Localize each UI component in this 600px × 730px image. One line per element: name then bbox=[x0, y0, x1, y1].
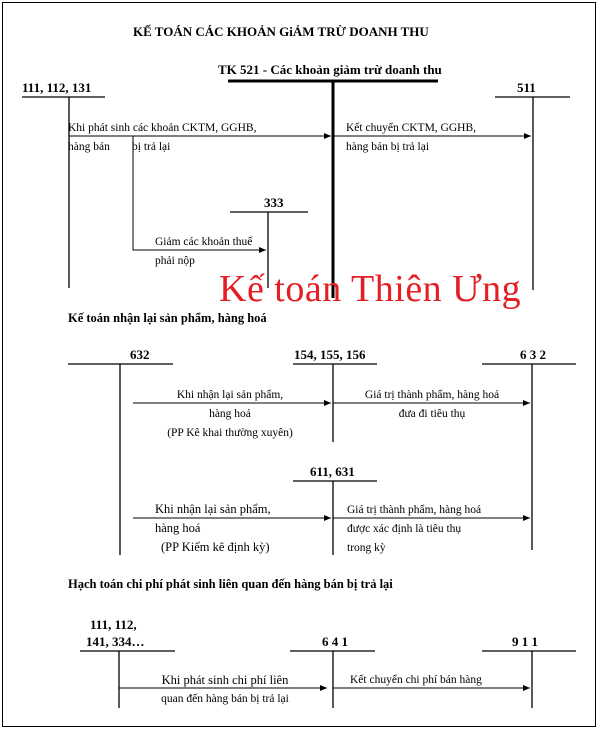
account-511-label: 511 bbox=[517, 80, 536, 95]
s2-arrow2-line1: Giá trị thành phẩm, hàng hoá bbox=[364, 389, 500, 401]
s2-arrow1-line3: (PP Kê khai thường xuyên) bbox=[167, 427, 293, 439]
account-333-label: 333 bbox=[264, 195, 284, 210]
s2-arrow3-line3: (PP Kiểm kê định kỳ) bbox=[161, 540, 270, 554]
account-154-label: 154, 155, 156 bbox=[294, 347, 366, 362]
s2-arrow3-line1: Khi nhận lại sản phẩm, bbox=[155, 502, 271, 516]
arrow1-label-line2b: bị trả lại bbox=[132, 141, 171, 153]
s3-arrow2-line1: Kết chuyển chi phí bán hàng bbox=[350, 674, 482, 686]
watermark-text: Kế toán Thiên Ưng bbox=[219, 268, 522, 310]
s3-arrow1-line2: quan đến hàng bán bị trả lại bbox=[161, 693, 289, 705]
s2-arrow4-line3: trong kỳ bbox=[347, 542, 386, 554]
account-641-label: 6 4 1 bbox=[322, 634, 348, 649]
account-111-label: 111, 112, 131 bbox=[22, 80, 92, 95]
s2-arrow3-line2: hàng hoá bbox=[155, 521, 201, 535]
section3-heading: Hạch toán chi phí phát sinh liên quan đến hàng bán bị trả lại bbox=[68, 577, 393, 591]
section2-heading: Kế toán nhận lại sản phẩm, hàng hoá bbox=[68, 311, 267, 325]
s2-arrow4-line2: được xác định là tiêu thụ bbox=[347, 523, 462, 535]
arrow3-label-line1: Giảm các khoản thuế bbox=[155, 236, 253, 248]
account-111-s3-line1: 111, 112, bbox=[90, 617, 137, 632]
account-632-right-label: 6 3 2 bbox=[520, 347, 546, 362]
arrow2-label-line2: hàng bán bị trả lại bbox=[346, 141, 430, 153]
account-632-left-label: 632 bbox=[130, 347, 150, 362]
s2-arrow4-line1: Giá trị thành phẩm, hàng hoá bbox=[347, 504, 482, 516]
account-111-s3-line2: 141, 334… bbox=[86, 634, 145, 649]
s2-arrow1-line1: Khi nhận lại sản phẩm, bbox=[176, 389, 284, 401]
account-911-label: 9 1 1 bbox=[512, 634, 538, 649]
page-title: KẾ TOÁN CÁC KHOẢN GiẢM TRỪ DOANH THU bbox=[133, 24, 429, 39]
account-611-label: 611, 631 bbox=[310, 464, 355, 479]
s3-arrow1-line1: Khi phát sinh chi phí liên bbox=[161, 673, 289, 687]
account-521-label: TK 521 - Các khoản giảm trừ doanh thu bbox=[218, 62, 442, 77]
s2-arrow2-line2: đưa đi tiêu thụ bbox=[398, 408, 466, 420]
arrow1-label-line1: Khi phát sinh các khoản CKTM, GGHB, bbox=[68, 122, 257, 134]
arrow3-label-line2: phải nộp bbox=[155, 255, 195, 267]
arrow2-label-line1: Kết chuyển CKTM, GGHB, bbox=[346, 122, 476, 134]
s2-arrow1-line2: hàng hoá bbox=[209, 408, 251, 420]
arrow1-label-line2a: hàng bán bbox=[68, 141, 110, 153]
